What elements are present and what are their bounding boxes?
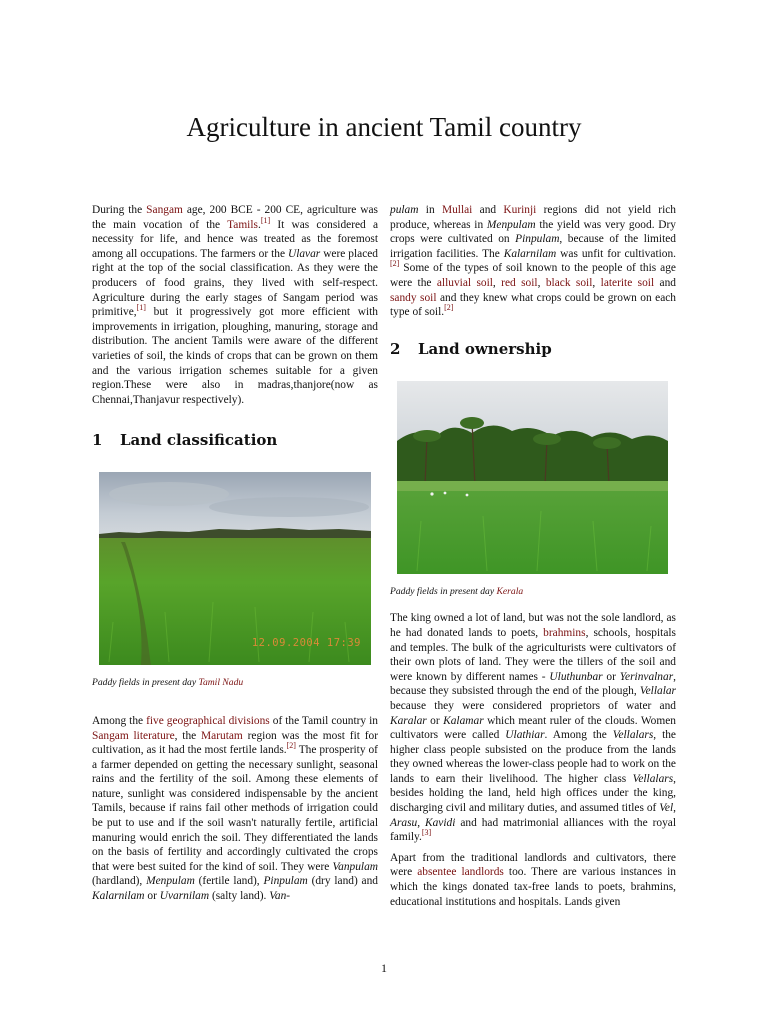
- wiki-link[interactable]: alluvial soil: [436, 276, 493, 289]
- wiki-link[interactable]: laterite soil: [600, 276, 655, 289]
- section-title: Land ownership: [418, 339, 552, 358]
- text-run: .: [257, 218, 261, 231]
- text-run: (fertile land),: [194, 875, 264, 888]
- citation-link[interactable]: [1]: [260, 215, 271, 225]
- text-run: (hardland),: [92, 875, 147, 888]
- text-run: (dry land) and: [307, 875, 379, 888]
- caption-link-tamil-nadu[interactable]: Tamil Nadu: [198, 676, 244, 688]
- text-run: in: [418, 204, 442, 216]
- text-run: , the higher class people subsisted on the produce from the lands they owned whereas the lower-class people had to work on the lands to earn their livelihood. The higher class: [390, 729, 676, 785]
- figure-paddy-kerala: [397, 381, 668, 574]
- section-heading-land-classification: [92, 433, 378, 448]
- italic-term: Kalarnilam: [92, 890, 145, 903]
- text-run: ,: [537, 276, 546, 289]
- section-number: 1: [92, 431, 103, 450]
- text-run: and had matrimonial alliances with the royal family.: [390, 816, 676, 844]
- italic-term: Pinpulam: [515, 233, 560, 246]
- italic-term: Menpulam: [486, 218, 536, 231]
- text-run: ,: [417, 816, 426, 829]
- citation-link[interactable]: [1]: [136, 303, 146, 313]
- figure-paddy-tamil-nadu: [99, 472, 371, 665]
- text-run: regions did not yield rich produce, whereas in: [390, 204, 676, 231]
- ownership-paragraph: [390, 611, 676, 845]
- citation-link[interactable]: [2]: [390, 259, 400, 269]
- wiki-link[interactable]: five geographical divisions: [146, 714, 270, 727]
- left-column: [92, 203, 378, 910]
- italic-term: Ulavar: [287, 247, 321, 260]
- text-run: age, 200 BCE - 200 CE, agriculture was the main vocation of the: [92, 204, 378, 231]
- italic-term: Arasu: [390, 816, 418, 829]
- intro-paragraph: [92, 203, 378, 407]
- text-run: or: [426, 714, 444, 727]
- text-run: The king owned a lot of land, but was not the sole landlord, as he had donated lands to poets,: [390, 612, 676, 639]
- text-run: , schools, hospitals and temples. The bulk of the agriculturists were cultivators of their own plots of land. They were the tillers of the soil and were known by different names -: [390, 626, 676, 683]
- italic-term: Vel: [659, 802, 674, 815]
- soil-paragraph: [390, 203, 676, 320]
- caption-link-kerala[interactable]: Kerala: [496, 586, 524, 598]
- wiki-link[interactable]: Sangam: [146, 204, 183, 216]
- text-run: . Among the: [544, 729, 613, 742]
- italic-term: Menpulam: [146, 875, 195, 888]
- italic-term: pulam: [390, 204, 419, 216]
- wiki-link[interactable]: Marutam: [201, 729, 243, 742]
- text-run: ,: [673, 802, 676, 815]
- text-run: of the Tamil country in: [269, 714, 378, 727]
- italic-term: Uvarnilam: [159, 890, 210, 903]
- citation-link[interactable]: [3]: [421, 828, 432, 838]
- italic-term: Van-: [269, 890, 291, 903]
- text-run: region was the most fit for cultivation, as it had the most fertile lands.: [92, 729, 378, 757]
- text-run: the yield was very good. Dry crops were cultivated on: [390, 218, 676, 246]
- text-run: and: [472, 204, 504, 216]
- wiki-link[interactable]: absentee landlords: [417, 866, 504, 879]
- wiki-link[interactable]: sandy soil: [390, 291, 437, 304]
- text-run: which meant ruler of the clouds. Women cultivators were called: [390, 714, 676, 742]
- italic-term: Vellalars: [632, 772, 674, 785]
- text-run: ,: [492, 276, 502, 289]
- citation-link[interactable]: [2]: [286, 741, 296, 751]
- italic-term: Karalar: [390, 714, 427, 727]
- paddy-palms-photo: [397, 381, 668, 574]
- italic-term: Vanpulam: [332, 860, 378, 873]
- text-run: or: [144, 890, 160, 903]
- italic-term: Kavidi: [425, 816, 456, 829]
- text-run: (salty land).: [209, 890, 270, 903]
- italic-term: Vellalar: [639, 685, 676, 698]
- figure-caption-kerala: [390, 586, 676, 598]
- text-run: or: [602, 670, 620, 683]
- text-run: , because they subsisted through the end of the plough,: [390, 670, 676, 698]
- italic-term: Yerinvalnar: [619, 670, 674, 683]
- italic-term: Pinpulam: [263, 875, 308, 888]
- caption-text: Paddy fields in present day: [390, 586, 497, 598]
- text-run: During the: [92, 204, 147, 216]
- italic-term: Kalamar: [443, 714, 484, 727]
- text-run: , the: [174, 729, 202, 742]
- text-run: The prosperity of a farmer depended on getting the necessary sunlight, seasonal rains and the fertility of the soil. Among these elements of nature, sunlight was considered indispensable by the ancient Tamils, because if rains fail other methods of irrigation could be put to use and if the soil wasn't naturally fertile, artificial manuring would enrich the soil. They differentiated the lands on the basis of fertility and accordingly cultivated the crops that were best suited for the kind of soil. They were: [92, 744, 378, 873]
- text-run: It was considered a necessity for life, and hence was treated as the foremost among all occupations. The farmers or the: [92, 218, 378, 260]
- geography-paragraph: [92, 714, 378, 904]
- text-run: Apart from the traditional landlords and cultivators, there were: [390, 851, 676, 879]
- wiki-link[interactable]: black soil: [545, 276, 593, 289]
- text-run: , besides holding the land, held high offices under the king, discharging civil and military duties, and assumed titles of: [390, 772, 676, 815]
- text-run: and they knew what crops could be grown on each type of soil.: [390, 291, 677, 319]
- italic-term: Uluthunbar: [549, 670, 603, 683]
- wiki-link[interactable]: brahmins: [543, 626, 586, 639]
- figure-caption-tamil-nadu: [92, 677, 378, 689]
- text-run: was unfit for cultivation.: [556, 247, 677, 260]
- text-run: but it progressively got more efficient with improvements in irrigation, ploughing, manuring, storage and distribution. The ancient Tamils were aware of the different varieties of soil, the kinds of crops that can be grown on them and the various irrigation schemes suitable for a given region.These were also in madras,thanjore(now as Chennai,Thanjavur respectively).: [92, 306, 378, 406]
- text-run: ,: [592, 276, 601, 289]
- citation-link[interactable]: [2]: [444, 303, 454, 313]
- text-run: Among the: [92, 714, 147, 727]
- photo-timestamp: 12.09.2004 17:39: [251, 637, 361, 650]
- text-run: were placed right at the top of the social classification. As they were the producers of food grains, they lived with self-respect. Agriculture during the early stages of Sangam period was primitive,: [92, 247, 378, 319]
- right-column: [390, 203, 676, 915]
- text-run: and: [654, 276, 676, 289]
- section-title: Land classification: [120, 431, 278, 450]
- wiki-link[interactable]: Tamils: [227, 218, 258, 231]
- landlords-paragraph: [390, 851, 676, 909]
- section-heading-land-ownership: [390, 339, 676, 358]
- italic-term: Vellalars: [612, 729, 654, 742]
- caption-text: Paddy fields in present day: [92, 676, 199, 688]
- wiki-link[interactable]: Sangam literature: [92, 729, 175, 742]
- wiki-link[interactable]: red soil: [501, 276, 538, 289]
- text-run: Some of the types of soil known to the people of this age were the: [390, 262, 676, 289]
- section-number: 2: [390, 339, 401, 358]
- italic-term: Kalarnilam: [503, 247, 557, 260]
- italic-term: Ulathiar: [505, 729, 545, 742]
- text-run: because they were considered proprietors of water and: [390, 699, 676, 712]
- text-run: , because of the limited irrigation facilities. The: [390, 233, 676, 260]
- wiki-link[interactable]: Kurinji: [503, 204, 537, 216]
- wiki-link[interactable]: Mullai: [441, 204, 473, 216]
- page-title: Agriculture in ancient Tamil country: [186, 112, 582, 142]
- text-run: too. There are various instances in which the kings donated tax-free lands to poets, brahmins, educational institutions and hospitals. Lands given: [390, 866, 677, 908]
- page-number: 1: [381, 961, 387, 975]
